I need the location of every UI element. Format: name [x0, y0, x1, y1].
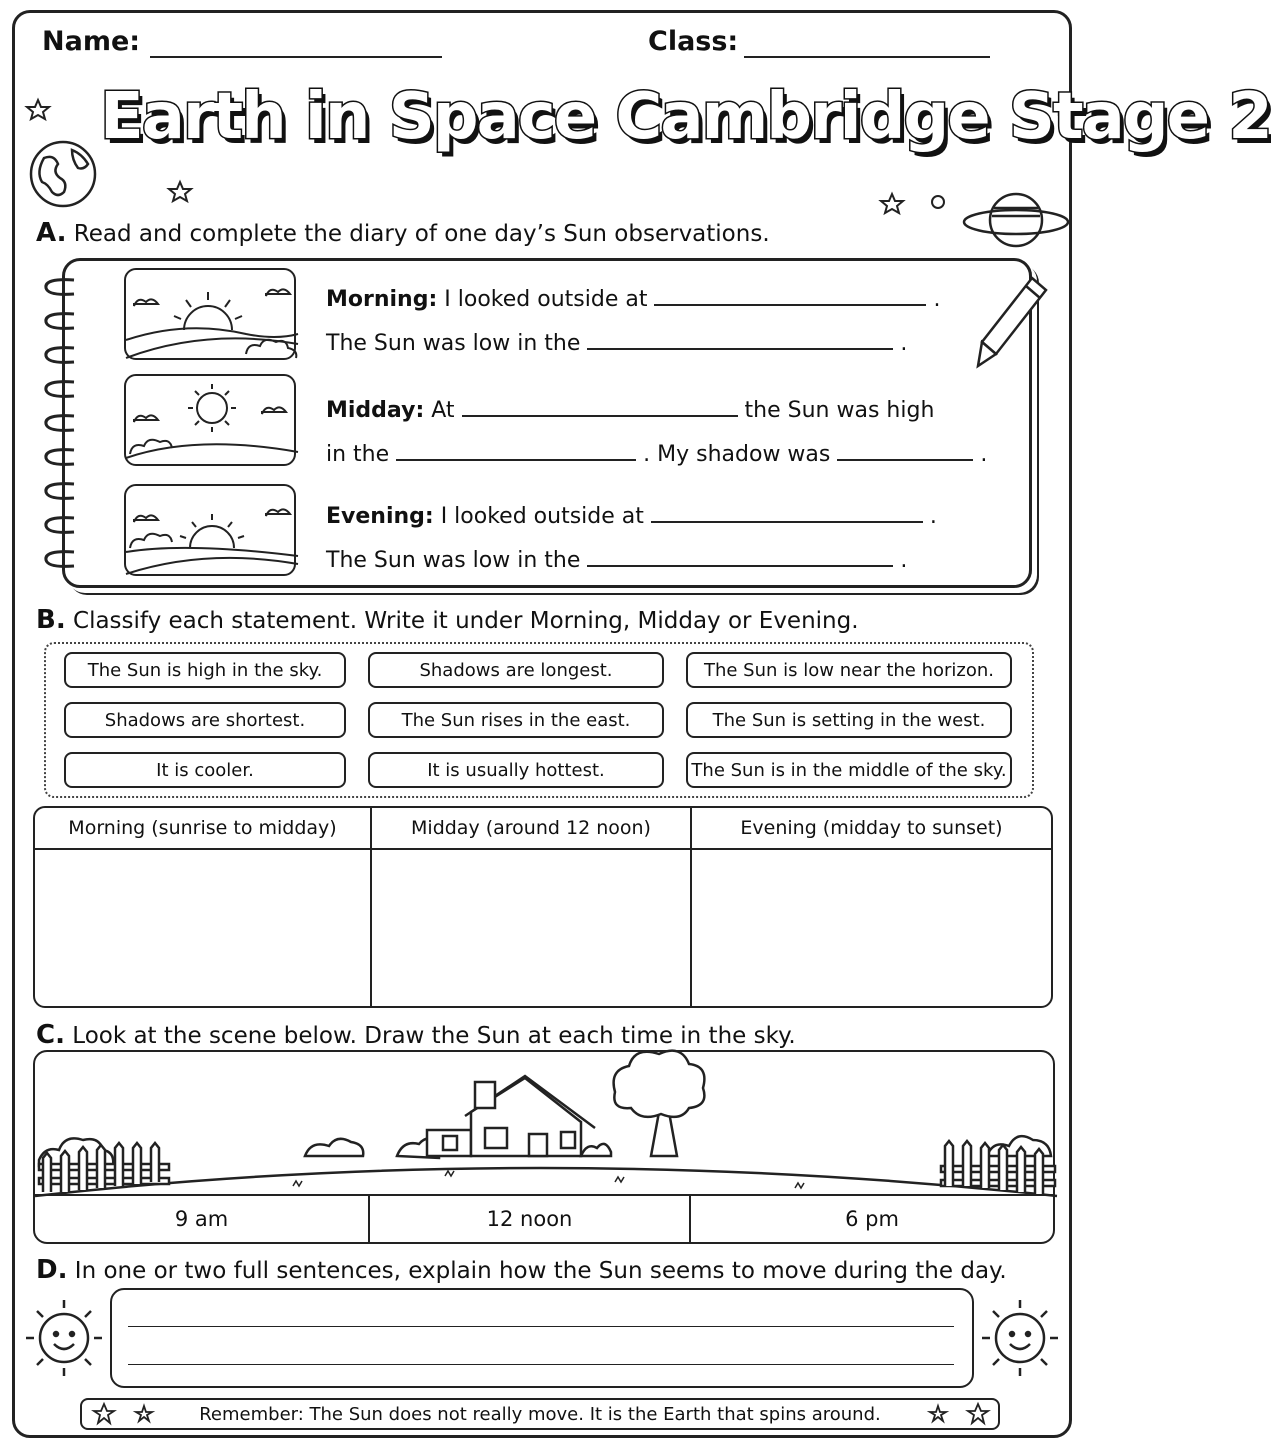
evening-answer-cell[interactable] [692, 850, 1051, 1006]
midday-answer-cell[interactable] [372, 850, 692, 1006]
column-header-morning: Morning (sunrise to midday) [35, 808, 372, 850]
smiling-sun-icon [22, 1296, 106, 1380]
section-a-heading [36, 218, 770, 248]
page-title: Earth in Space Cambridge Stage 2 [100, 80, 1271, 154]
pencil-icon [972, 272, 1052, 372]
morning-text-2: The Sun was low in the [326, 331, 581, 356]
answer-line[interactable] [128, 1326, 954, 1327]
morning-text-1: I looked outside at [444, 287, 648, 312]
section-c-letter: C. [36, 1020, 65, 1050]
section-c-instruction: Look at the scene below. Draw the Sun at each time in the sky. [72, 1023, 796, 1049]
class-label: Class: [648, 26, 739, 57]
morning-answer-cell[interactable] [35, 850, 372, 1006]
star-icon [881, 194, 903, 213]
statement-card[interactable]: The Sun is high in the sky. [64, 652, 346, 688]
answer-line[interactable] [128, 1364, 954, 1365]
morning-picture [124, 268, 296, 360]
evening-line-1: Evening: I looked outside at . [326, 504, 937, 529]
midday-line-2: in the . My shadow was . [326, 442, 988, 467]
section-b-heading [36, 605, 859, 635]
morning-line-2: The Sun was low in the . [326, 331, 908, 356]
statement-card[interactable]: It is usually hottest. [368, 752, 664, 788]
landscape-drawing [35, 1052, 1057, 1200]
section-d-instruction: In one or two full sentences, explain how the Sun seems to move during the day. [74, 1258, 1007, 1284]
statement-card[interactable]: Shadows are shortest. [64, 702, 346, 738]
midday-text-1a: At [431, 398, 455, 423]
name-label: Name: [42, 26, 141, 57]
column-header-midday: Midday (around 12 noon) [372, 808, 692, 850]
statement-card[interactable]: It is cooler. [64, 752, 346, 788]
space-decoration-left [24, 92, 204, 212]
midday-text-1b: the Sun was high [744, 398, 935, 423]
tree-icon [614, 1051, 705, 1156]
morning-line-1: Morning: I looked outside at . [326, 287, 941, 312]
remember-text: Remember: The Sun does not really move. It is the Earth that spins around. [199, 1403, 881, 1425]
midday-sun-scene-icon [126, 376, 298, 468]
section-c-heading [36, 1020, 796, 1050]
planet-icon [964, 194, 1068, 246]
class-field[interactable] [744, 56, 990, 58]
evening-text-2: The Sun was low in the [326, 548, 581, 573]
column-header-evening: Evening (midday to sunset) [692, 808, 1051, 850]
circle-icon [932, 196, 944, 208]
time-labels [35, 1194, 1053, 1242]
evening-blank-1[interactable] [651, 503, 923, 523]
midday-blank-3[interactable] [837, 441, 973, 461]
morning-blank-2[interactable] [587, 330, 893, 350]
midday-line-1 [326, 397, 934, 423]
section-d-letter: D. [36, 1255, 68, 1285]
morning-blank-1[interactable] [654, 286, 926, 306]
spiral-binding [40, 270, 90, 590]
time-label-noon: 12 noon [370, 1196, 691, 1242]
time-label-evening: 6 pm [845, 1207, 899, 1231]
evening-label: Evening: [326, 504, 434, 529]
smiling-sun-icon [978, 1296, 1062, 1380]
morning-label: Morning: [326, 287, 438, 312]
globe-icon [31, 142, 95, 206]
midday-picture [124, 374, 296, 466]
midday-blank-1[interactable] [462, 397, 738, 417]
space-decoration-right [876, 186, 1076, 256]
sky-scene[interactable] [33, 1050, 1055, 1244]
section-b-instruction: Classify each statement. Write it under Morning, Midday or Evening. [73, 608, 859, 634]
midday-text-2a: in the [326, 442, 390, 467]
statement-card[interactable]: The Sun is in the middle of the sky. [686, 752, 1012, 788]
section-d-heading [36, 1255, 1007, 1285]
statement-card[interactable]: The Sun rises in the east. [368, 702, 664, 738]
sunset-scene-icon [126, 486, 298, 578]
sentence-answer-box[interactable] [110, 1288, 974, 1388]
midday-label: Midday: [326, 398, 425, 423]
evening-picture [124, 484, 296, 576]
house-icon [397, 1076, 611, 1158]
star-icon [924, 1402, 994, 1426]
sunrise-scene-icon [126, 270, 298, 362]
evening-blank-2[interactable] [587, 547, 893, 567]
statement-card[interactable]: The Sun is low near the horizon. [686, 652, 1012, 688]
section-a-instruction: Read and complete the diary of one day’s Sun observations. [73, 221, 770, 247]
statement-card[interactable]: The Sun is setting in the west. [686, 702, 1012, 738]
classification-table [33, 806, 1053, 1008]
star-icon [92, 1402, 162, 1426]
evening-text-1: I looked outside at [440, 504, 644, 529]
time-label-morning: 9 am [35, 1196, 370, 1242]
midday-text-2b: . My shadow was [643, 442, 831, 467]
section-a-letter: A. [36, 218, 67, 248]
name-field[interactable] [150, 56, 442, 58]
remember-banner [80, 1398, 1000, 1430]
section-b-letter: B. [36, 605, 66, 635]
midday-blank-2[interactable] [396, 441, 636, 461]
statement-card[interactable]: Shadows are longest. [368, 652, 664, 688]
evening-line-2: The Sun was low in the . [326, 548, 908, 573]
